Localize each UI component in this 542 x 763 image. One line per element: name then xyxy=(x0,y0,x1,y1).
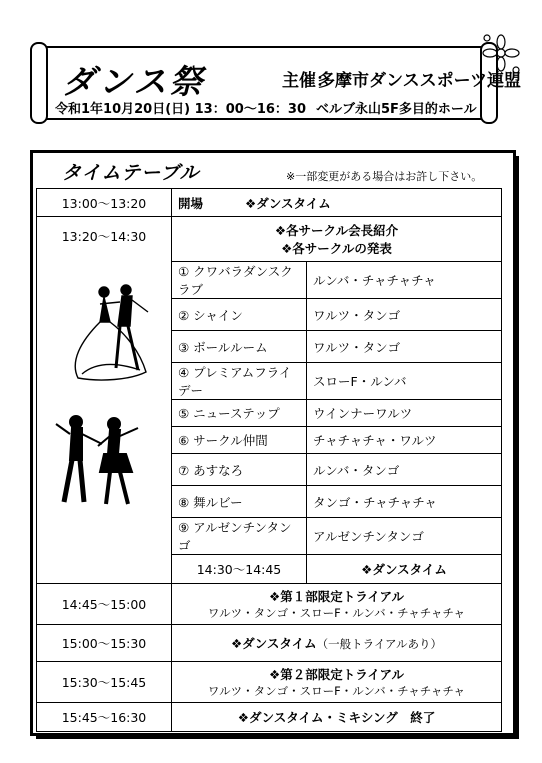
event-cell xyxy=(172,662,502,703)
circle-name: ⑥ サークル仲間 xyxy=(172,427,307,454)
table-row xyxy=(37,189,502,217)
event-cell xyxy=(172,217,502,262)
circle-name: ⑨ アルゼンチンタンゴ xyxy=(172,518,307,555)
event-label: ❖ダンスタイム xyxy=(230,636,317,651)
circle-dances: タンゴ・チャチャチャ xyxy=(307,486,502,518)
circle-dances: ルンバ・チャチャチャ xyxy=(307,262,502,299)
event-label: ❖ダンスタイム xyxy=(244,195,331,211)
circle-name: ⑤ ニューステップ xyxy=(172,400,307,427)
trial-dances: ワルツ・タンゴ・スローF・ルンバ・チャチャチャ xyxy=(207,606,466,620)
page-title: ダンス祭 xyxy=(62,62,206,101)
opening-label: 開場 xyxy=(178,195,204,211)
circle-dances: ワルツ・タンゴ xyxy=(307,331,502,363)
circle-name: ① クワバラダンスクラブ xyxy=(172,262,307,299)
circle-dances: ワルツ・タンゴ xyxy=(307,299,502,331)
event-cell xyxy=(172,189,502,217)
circle-name: ④ プレミアムフライデー xyxy=(172,363,307,400)
circle-dances: アルゼンチンタンゴ xyxy=(307,518,502,555)
organizer: 多摩市ダンススポーツ連盟 xyxy=(318,71,521,91)
table-row xyxy=(37,625,502,662)
time-cell: 14:30～14:45 xyxy=(172,555,307,584)
event-suffix: （一般トライアルあり） xyxy=(316,637,443,651)
time-cell: 13:00～13:20 xyxy=(37,189,172,217)
event-venue: ベルブ永山5F多目的ホール xyxy=(316,102,477,117)
banner-curl-left xyxy=(30,42,48,124)
timetable-note: ※一部変更がある場合はお許し下さい。 xyxy=(286,170,483,183)
event-cell: ❖ダンスタイム xyxy=(307,555,502,584)
time-cell: 15:30～15:45 xyxy=(37,662,172,703)
circle-name: ⑦ あすなろ xyxy=(172,454,307,486)
time-cell: 15:00～15:30 xyxy=(37,625,172,662)
table-row xyxy=(37,584,502,625)
organizer-label: 主催： xyxy=(282,71,333,91)
event-cell xyxy=(172,625,502,662)
trial-title: ❖第２部限定トライアル xyxy=(269,667,404,682)
circle-dances: スローF・ルンバ xyxy=(307,363,502,400)
circle-dances: チャチャチャ・ワルツ xyxy=(307,427,502,454)
trial-dances: ワルツ・タンゴ・スローF・ルンバ・チャチャチャ xyxy=(207,684,466,698)
circle-name: ② シャイン xyxy=(172,299,307,331)
latin-dancers-icon xyxy=(54,410,144,510)
timetable-heading: タイムテーブル xyxy=(62,162,200,184)
table-row xyxy=(37,662,502,703)
table-row xyxy=(37,703,502,732)
intro-line: ❖各サークル会長紹介 xyxy=(274,223,399,238)
circle-name: ③ ボールルーム xyxy=(172,331,307,363)
circle-dances: ウインナーワルツ xyxy=(307,400,502,427)
time-cell: 14:45～15:00 xyxy=(37,584,172,625)
event-cell: ❖ダンスタイム・ミキシング 終了 xyxy=(172,703,502,732)
performance-line: ❖各サークルの発表 xyxy=(281,241,392,256)
time-cell: 15:45～16:30 xyxy=(37,703,172,732)
table-row xyxy=(37,217,502,262)
ballroom-dancers-illustration xyxy=(60,282,168,392)
time-cell: 13:20～14:30 xyxy=(37,217,172,584)
event-date: 令和1年10月20日(日) 13：00～16：30 xyxy=(55,102,306,117)
event-cell xyxy=(172,584,502,625)
circle-name: ⑧ 舞ルビー xyxy=(172,486,307,518)
circle-dances: ルンバ・タンゴ xyxy=(307,454,502,486)
trial-title: ❖第１部限定トライアル xyxy=(269,589,404,604)
